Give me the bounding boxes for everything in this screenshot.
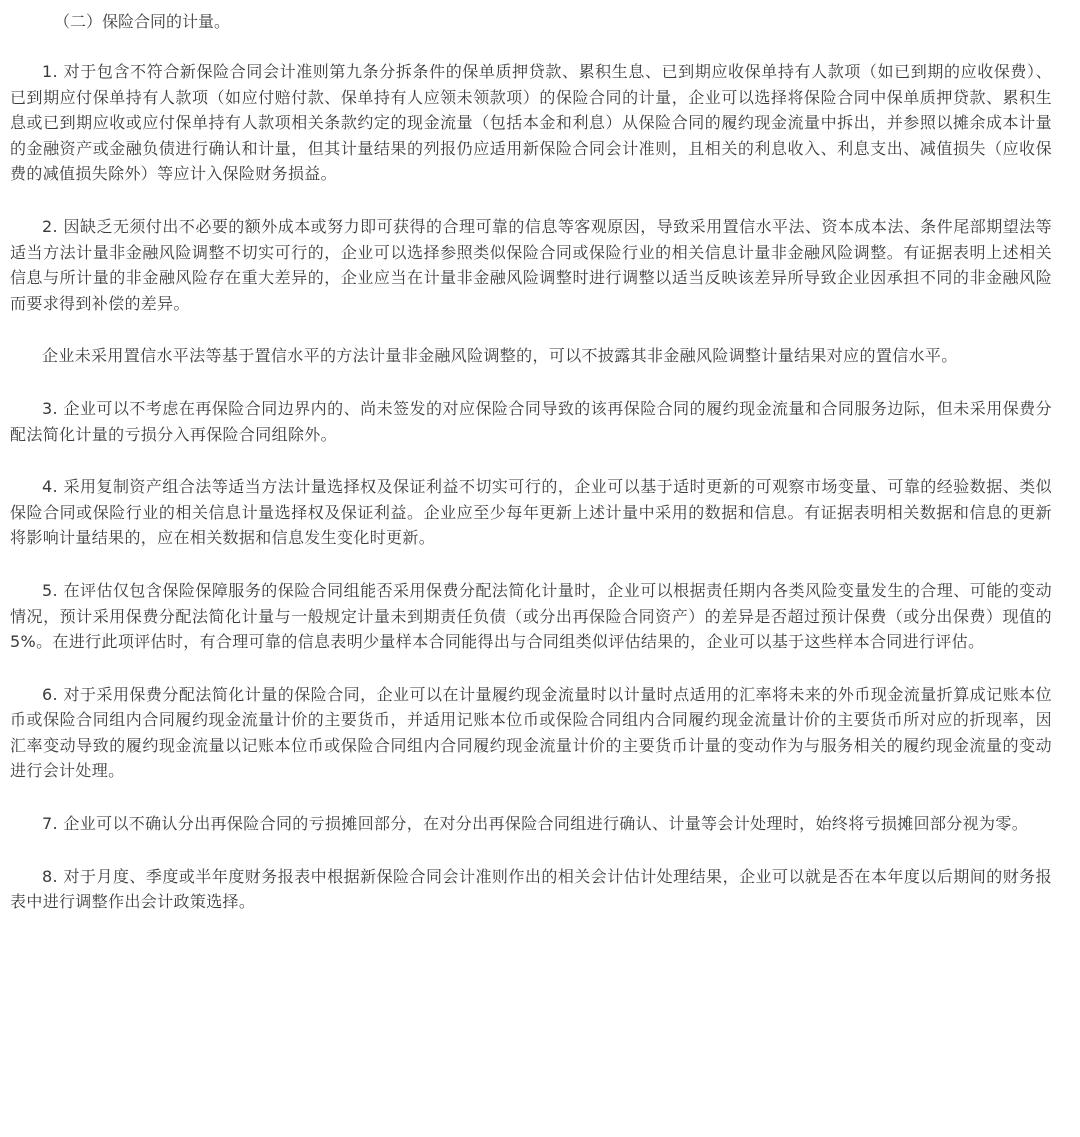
paragraph-5: 5. 在评估仅包含保险保障服务的保险合同组能否采用保费分配法简化计量时，企业可以根据责任期内各类风险变量发生的合理、可能的变动情况，预计采用保费分配法简化计量与一般规定计量未到期责任负债（或分出再保险合同资产）的差异是否超过预计保费（或分出保费）现值的5%。在进行此项评估时，有合理可靠的信息表明少量样本合同能得出与合同组类似评估结果的，企业可以基于这些样本合同进行评估。: [10, 580, 1052, 652]
paragraph-7: 7. 企业可以不确认分出再保险合同的亏损摊回部分，在对分出再保险合同组进行确认、计量等会计处理时，始终将亏损摊回部分视为零。: [42, 814, 1029, 834]
paragraph-2: 2. 因缺乏无须付出不必要的额外成本或努力即可获得的合理可靠的信息等客观原因，导致采用置信水平法、资本成本法、条件尾部期望法等适当方法计量非金融风险调整不切实可行的，企业可以选择参照类似保险合同或保险行业的相关信息计量非金融风险调整。有证据表明上述相关信息与所计量的非金融风险存在重大差异的，企业应当在计量非金融风险调整时进行调整以适当反映该差异所导致企业因承担不同的非金融风险而要求得到补偿的差异。: [10, 216, 1052, 313]
paragraph-3: 3. 企业可以不考虑在再保险合同边界内的、尚未签发的对应保险合同导致的该再保险合同的履约现金流量和合同服务边际，但未采用保费分配法简化计量的亏损分入再保险合同组除外。: [10, 398, 1052, 444]
paragraph-6: 6. 对于采用保费分配法简化计量的保险合同，企业可以在计量履约现金流量时以计量时点适用的汇率将未来的外币现金流量折算成记账本位币或保险合同组内合同履约现金流量计价的主要货币，并适用记账本位币或保险合同组内合同履约现金流量计价的主要货币所对应的折现率，因汇率变动导致的履约现金流量以记账本位币或保险合同组内合同履约现金流量计价的主要货币计量的变动作为与服务相关的履约现金流量的变动进行会计处理。: [10, 684, 1052, 781]
section-heading: （二）保险合同的计量。: [54, 12, 231, 31]
paragraph-2-supplement: 企业未采用置信水平法等基于置信水平的方法计量非金融风险调整的，可以不披露其非金融风险调整计量结果对应的置信水平。: [42, 346, 958, 366]
paragraph-4: 4. 采用复制资产组合法等适当方法计量选择权及保证利益不切实可行的，企业可以基于适时更新的可观察市场变量、可靠的经验数据、类似保险合同或保险行业的相关信息计量选择权及保证利益。企业应至少每年更新上述计量中采用的数据和信息。有证据表明相关数据和信息的更新将影响计量结果的，应在相关数据和信息发生变化时更新。: [10, 477, 1052, 548]
document-body: [10, 4, 1052, 915]
paragraph-1: 1. 对于包含不符合新保险合同会计准则第九条分拆条件的保单质押贷款、累积生息、已到期应收保单持有人款项（如已到期的应收保费）、已到期应付保单持有人款项（如应付赔付款、保单持有人应领未领款项）的保险合同的计量，企业可以选择将保险合同中保单质押贷款、累积生息或已到期应收或应付保单持有人款项相关条款约定的现金流量（包括本金和利息）从保险合同的履约现金流量中拆出，并参照以摊余成本计量的金融资产或金融负债进行确认和计量，但其计量结果的列报仍应适用新保险合同会计准则，且相关的利息收入、利息支出、减值损失（应收保费的减值损失除外）等应计入保险财务损益。: [10, 62, 1052, 184]
paragraph-8: 8. 对于月度、季度或半年度财务报表中根据新保险合同会计准则作出的相关会计估计处理结果，企业可以就是否在本年度以后期间的财务报表中进行调整作出会计政策选择。: [10, 866, 1052, 912]
